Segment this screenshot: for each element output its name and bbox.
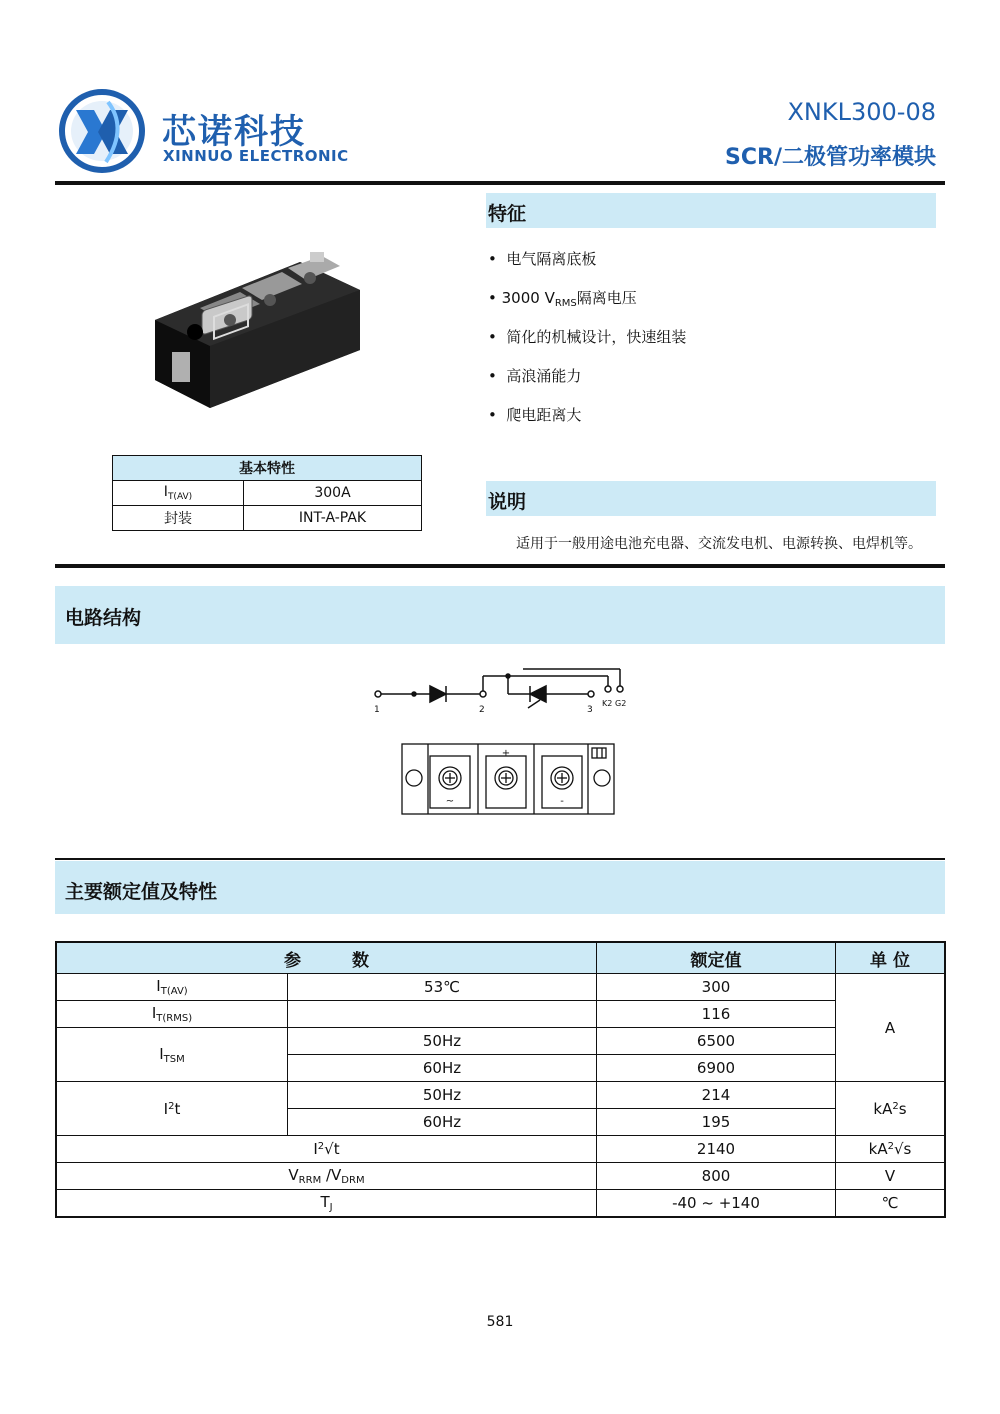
param-value: 300	[597, 974, 836, 1001]
basic-label-package: 封装	[113, 506, 244, 531]
param-symbol: $T_J$	[56, 1190, 597, 1218]
unit-cell: A	[836, 974, 946, 1082]
unit-cell: V	[836, 1163, 946, 1190]
table-row	[56, 1001, 945, 1028]
param-symbol: $I^2t$	[56, 1082, 288, 1136]
brand-name-cn: 芯诺科技	[162, 112, 306, 152]
table-row	[56, 1028, 945, 1055]
header-rated: 额定值	[597, 942, 836, 974]
param-value: -40 ~ +140	[597, 1190, 836, 1218]
param-value: 2140	[597, 1136, 836, 1163]
features-band	[486, 193, 936, 228]
section-rule	[55, 858, 945, 860]
features-title: 特征	[488, 203, 527, 225]
header-rule	[55, 181, 945, 185]
unit-cell: $kA^2s$	[836, 1082, 946, 1136]
table-row	[56, 1082, 945, 1109]
param-value: 116	[597, 1001, 836, 1028]
ratings-band	[55, 861, 945, 914]
basic-characteristics-table	[112, 455, 422, 531]
circuit-title: 电路结构	[65, 607, 142, 629]
param-condition: 50Hz	[288, 1082, 597, 1109]
table-row	[56, 974, 945, 1001]
description-band	[486, 481, 936, 516]
pin-label-k2: K2	[602, 699, 613, 708]
ratings-table	[55, 941, 946, 1218]
basic-label-itav: $I_{T(AV)}$	[113, 481, 244, 506]
param-condition: 50Hz	[288, 1028, 597, 1055]
param-value: 6900	[597, 1055, 836, 1082]
terminal-polarity: ~	[445, 796, 455, 807]
ratings-title: 主要额定值及特性	[65, 881, 218, 903]
table-header-row	[56, 942, 945, 974]
pin-label-2: 2	[479, 705, 485, 714]
circuit-band	[55, 586, 945, 644]
terminal-polarity: -	[560, 796, 564, 807]
feature-item: • 高浪涌能力	[488, 367, 582, 385]
param-symbol: $I_{T(AV)}$	[56, 974, 288, 1001]
param-value: 214	[597, 1082, 836, 1109]
param-value: 800	[597, 1163, 836, 1190]
basic-value-package: INT-A-PAK	[244, 506, 422, 531]
pin-label-3: 3	[587, 705, 593, 714]
basic-value-itav: 300A	[244, 481, 422, 506]
param-condition	[288, 1001, 597, 1028]
page-number: 581	[486, 1314, 514, 1330]
param-value: 6500	[597, 1028, 836, 1055]
pin-label-g2: G2	[615, 699, 627, 708]
param-symbol: $I_{TSM}$	[56, 1028, 288, 1082]
feature-item: • 简化的机械设计，快速组装	[488, 328, 687, 346]
param-condition: 60Hz	[288, 1109, 597, 1136]
unit-cell: ℃	[836, 1190, 946, 1218]
basic-table-header: 基本特性	[113, 456, 422, 481]
feature-item: • 爬电距离大	[488, 406, 582, 424]
param-value: 195	[597, 1109, 836, 1136]
brand-logo	[58, 88, 148, 174]
product-subtitle: SCR/二极管功率模块	[725, 145, 936, 170]
pin-label-1: 1	[374, 705, 380, 714]
param-condition: 53℃	[288, 974, 597, 1001]
table-row	[113, 506, 422, 531]
param-symbol: $I^2√t$	[56, 1136, 597, 1163]
model-number: XNKL300-08	[787, 98, 936, 126]
table-row	[56, 1190, 945, 1218]
table-row	[56, 1136, 945, 1163]
section-rule	[55, 564, 945, 568]
param-symbol: $I_{T(RMS)}$	[56, 1001, 288, 1028]
table-row	[113, 481, 422, 506]
circuit-diagram	[368, 664, 638, 714]
table-row	[56, 1163, 945, 1190]
header-unit: 单 位	[836, 942, 946, 974]
header-param: 参 数	[56, 942, 597, 974]
unit-cell: $kA^2√s$	[836, 1136, 946, 1163]
param-condition: 60Hz	[288, 1055, 597, 1082]
product-image	[150, 240, 370, 410]
description-title: 说明	[488, 491, 527, 513]
param-symbol: $V_{RRM}$ $/V_{DRM}$	[56, 1163, 597, 1190]
feature-item: • 3000 $V_{RMS}$隔离电压	[488, 289, 637, 309]
package-outline	[400, 742, 616, 816]
terminal-polarity: +	[501, 748, 511, 759]
feature-item: • 电气隔离底板	[488, 250, 597, 268]
description-text: 适用于一般用途电池充电器、交流发电机、电源转换、电焊机等。	[516, 536, 922, 552]
brand-name-en: XINNUO ELECTRONIC	[163, 147, 349, 165]
